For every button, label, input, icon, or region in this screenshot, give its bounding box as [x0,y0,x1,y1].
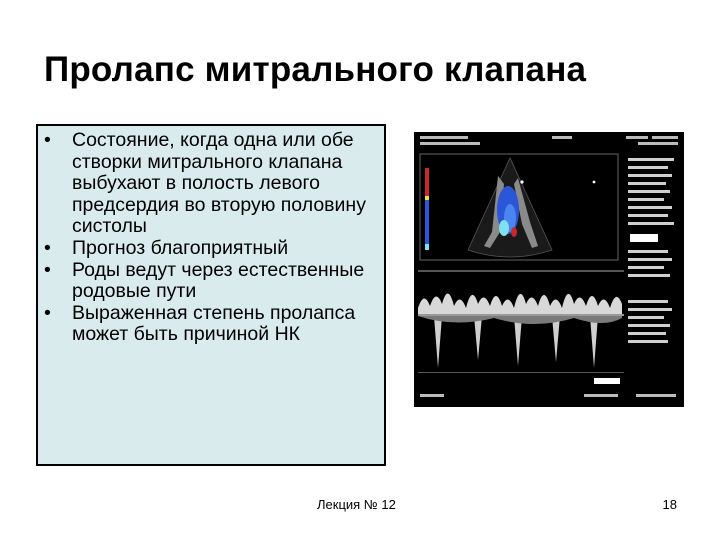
bullet-item [38,130,384,238]
bullet-dot: • [44,258,51,281]
doppler-color-flow [497,186,519,237]
bullet-list [38,126,384,346]
bullet-dot: • [44,301,51,324]
bullet-dot: • [44,236,51,259]
echocardiogram-doppler-image [414,132,684,407]
bullet-item [38,303,384,346]
bullet-text: Роды ведут через естественные родовые пути [72,258,365,303]
bullet-text: Состояние, когда одна или обе створки митрального клапана выбухают в полость левого предсердия во вторую половину систолы [72,129,366,238]
bullet-item [38,238,384,260]
doppler-color-scale [425,168,429,250]
slide-title: Пролапс митрального клапана [44,50,587,89]
bullet-text-box [36,124,386,466]
bullet-text: Прогноз благоприятный [72,236,289,259]
bullet-item [38,260,384,303]
page-number: 18 [662,497,677,512]
bullet-dot: • [44,129,51,151]
footer-lecture-label: Лекция № 12 [317,497,396,512]
bullet-text: Выраженная степень пролапса может быть причиной НК [72,301,356,346]
